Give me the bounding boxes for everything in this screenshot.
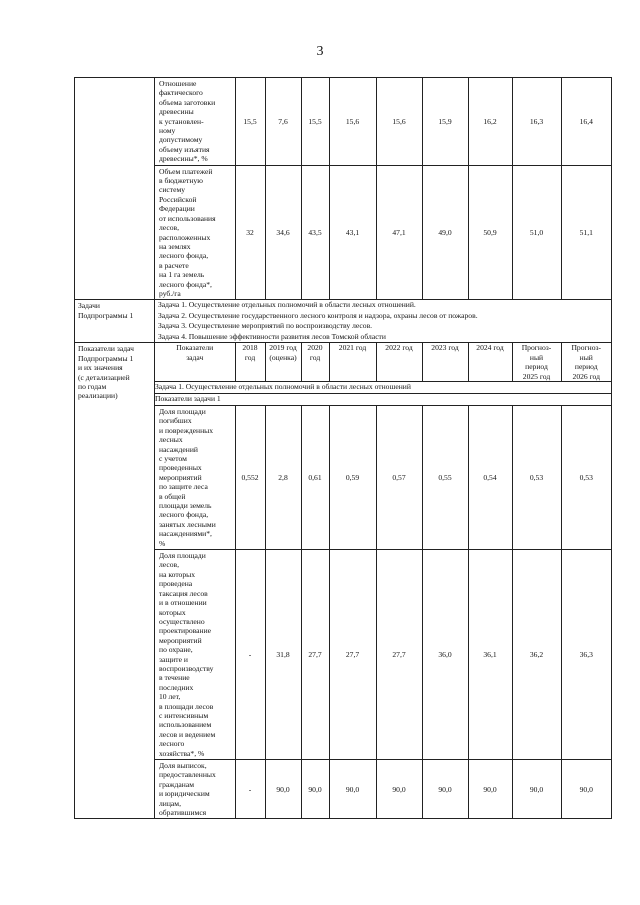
indicator-value: 0,54	[468, 405, 512, 549]
column-header-line: Прогноз-	[521, 343, 552, 353]
page-number: 3	[316, 44, 324, 59]
indicator-name-line: с учетом	[159, 454, 187, 463]
indicator-name-line: Российской	[159, 194, 197, 204]
indicator-value: 90,0	[376, 760, 422, 819]
column-header-line: 2026 год	[572, 371, 600, 381]
indicator-value: 36,0	[422, 550, 468, 760]
indicator-name-line: руб./га	[159, 288, 181, 298]
indicator-name-line: использованием	[159, 720, 212, 730]
indicator-name-line: древесины*, %	[159, 154, 208, 164]
top-indicators-block	[75, 78, 612, 300]
indicator-value: 0,57	[376, 405, 422, 549]
indicator-name-line: лесов,	[159, 223, 180, 233]
indicator-name-line: лесного	[159, 739, 185, 749]
column-header-line: 2022 год	[385, 343, 413, 353]
column-header-line: 2024 год	[476, 343, 504, 353]
indicator-name-line: 10 лет,	[159, 692, 181, 702]
indicator-value: 36,3	[561, 550, 611, 760]
indicator-name-line: Доля выписок,	[159, 761, 207, 770]
indicator-value: 0,59	[329, 405, 376, 549]
indicator-value: 49,0	[422, 165, 468, 299]
indicators-label-line: (с детализацией	[78, 372, 130, 382]
indicator-value: 15,9	[422, 78, 468, 165]
indicator-name-line: по защите леса	[159, 482, 208, 492]
indicator-name	[155, 78, 235, 165]
indicator-row	[155, 405, 611, 549]
indicator-value: 36,1	[468, 550, 512, 760]
indicator-name-line: по охране,	[159, 645, 193, 655]
indicator-name-line: Отношение	[159, 79, 197, 88]
indicator-name-line: защите и	[159, 654, 188, 664]
indicator-value: 15,6	[329, 78, 376, 165]
column-header-line: 2021 год	[338, 343, 367, 353]
indicator-value: 51,0	[512, 165, 561, 299]
indicator-name-line: древесины	[159, 107, 194, 117]
indicator-value: 47,1	[376, 165, 422, 299]
indicator-row	[155, 165, 611, 299]
column-header	[561, 343, 611, 381]
indicator-value: 34,6	[265, 165, 301, 299]
indicator-value: 51,1	[561, 165, 611, 299]
indicator-name-line: объема заготовки	[159, 97, 216, 107]
indicator-value: 16,4	[561, 78, 611, 165]
indicator-name-line: к установлен-	[159, 116, 204, 126]
indicator-name-line: и в отношении	[159, 598, 207, 608]
column-header-line: (оценка)	[269, 352, 297, 362]
indicator-name-line: допустимому	[159, 135, 203, 145]
indicator-name-line: лесного фонда,	[159, 251, 209, 261]
indicator-name-line: %	[159, 538, 166, 548]
indicator-value: 16,3	[512, 78, 561, 165]
indicator-value: 50,9	[468, 165, 512, 299]
indicator-value: 90,0	[422, 760, 468, 819]
indicator-name-line: Федерации	[159, 204, 195, 214]
column-header-line: 2023 год	[431, 343, 459, 353]
indicator-name-line: на 1 га земель	[159, 270, 205, 280]
task1-title: Задача 1. Осуществление отдельных полномочий в области лесных отношений	[155, 381, 611, 393]
column-header	[235, 343, 265, 381]
indicator-value: 43,5	[301, 165, 329, 299]
indicator-name-line: хозяйства*, %	[159, 748, 205, 758]
top-indicator-table	[155, 78, 611, 299]
task-item: Задача 4. Повышение эффективности развития лесов Томской области	[158, 331, 386, 341]
indicator-name-line: проведена	[159, 579, 193, 589]
indicator-name-line: предоставленных	[159, 770, 216, 780]
empty-label-cell	[75, 78, 155, 300]
indicator-name	[155, 405, 235, 549]
indicator-value: 0,53	[512, 405, 561, 549]
indicator-name-line: в площади лесов	[159, 701, 214, 711]
indicator-value: 31,8	[265, 550, 301, 760]
indicator-value: -	[235, 550, 265, 760]
tasks-label-line: Подпрограммы 1	[78, 310, 134, 320]
indicator-name-line: в бюджетную	[159, 176, 203, 186]
tasks-label	[75, 300, 155, 343]
column-header-line: год	[309, 352, 321, 362]
column-header-line: год	[244, 352, 256, 362]
indicator-value: 27,7	[301, 550, 329, 760]
indicator-name	[155, 165, 235, 299]
program-table	[74, 77, 612, 819]
column-header	[468, 343, 512, 381]
indicator-name-line: Доля площади	[159, 406, 206, 416]
indicator-name-line: Доля площади	[159, 551, 206, 561]
indicator-name-line: насаждений	[159, 444, 198, 454]
indicator-value: 90,0	[512, 760, 561, 819]
indicator-name-line: занятых лесными	[159, 519, 216, 529]
column-header-line: 2019 год	[269, 343, 297, 353]
indicator-name-line: таксация лесов	[159, 588, 208, 598]
indicator-value: 90,0	[301, 760, 329, 819]
tasks-block	[75, 300, 612, 343]
indicator-name-line: лесных	[159, 435, 183, 445]
indicator-name-line: последних	[159, 682, 194, 692]
indicator-value: 90,0	[265, 760, 301, 819]
indicator-name-line: и поврежденных	[159, 425, 214, 435]
column-header-line: ный	[579, 352, 593, 362]
column-header	[301, 343, 329, 381]
indicator-value: 32	[235, 165, 265, 299]
indicator-value: 2,8	[265, 405, 301, 549]
indicator-name-line: насаждениями*,	[159, 529, 212, 539]
column-header	[422, 343, 468, 381]
task1-indicators-title: Показатели задачи 1	[155, 393, 611, 405]
indicator-value: 7,6	[265, 78, 301, 165]
indicator-value: 90,0	[561, 760, 611, 819]
column-header	[155, 343, 235, 381]
column-header-line: Показатели	[176, 343, 214, 353]
indicator-name-line: погибших	[159, 416, 192, 426]
indicator-name-line: и юридическим	[159, 789, 210, 799]
indicator-name-line: систему	[159, 185, 186, 195]
tasks-label-line: Задачи	[78, 301, 100, 311]
indicator-name-line: проведенных	[159, 463, 202, 473]
indicator-value: 90,0	[468, 760, 512, 819]
indicator-value: 90,0	[329, 760, 376, 819]
column-header-line: 2018	[242, 343, 258, 353]
column-header	[329, 343, 376, 381]
task1-indicators-title-row	[155, 393, 611, 405]
indicator-name-line: лесного фонда*,	[159, 279, 212, 289]
indicators-label-line: Показатели задач	[78, 344, 134, 354]
indicators-label-line: реализации)	[78, 391, 118, 401]
task1-title-row	[155, 381, 611, 393]
indicator-value: 27,7	[329, 550, 376, 760]
column-header	[265, 343, 301, 381]
indicator-row	[155, 78, 611, 165]
indicator-name-line: в течение	[159, 673, 190, 683]
column-header-line: задач	[186, 352, 204, 362]
indicator-name-line: объему изъятия	[159, 144, 210, 154]
column-header	[376, 343, 422, 381]
indicator-name-line: лесов,	[159, 560, 180, 570]
indicator-name-line: в общей	[159, 491, 186, 501]
indicator-name-line: которых	[159, 607, 186, 617]
indicator-name-line: на землях	[159, 241, 191, 251]
indicator-value: 0,55	[422, 405, 468, 549]
indicator-value: -	[235, 760, 265, 819]
indicator-value: 43,1	[329, 165, 376, 299]
column-header-line: 2020	[307, 343, 323, 353]
indicators-label	[75, 343, 155, 819]
indicator-name-line: обратившимся	[159, 808, 207, 818]
indicator-value: 15,5	[301, 78, 329, 165]
indicator-name-line: от использования	[159, 213, 216, 223]
indicator-name-line: мероприятий	[159, 472, 202, 482]
indicator-value: 0,61	[301, 405, 329, 549]
indicators-table	[155, 343, 611, 818]
indicator-name	[155, 550, 235, 760]
indicator-name-line: в расчете	[159, 260, 189, 270]
indicator-value: 27,7	[376, 550, 422, 760]
indicator-name-line: осуществлено	[159, 616, 205, 626]
indicator-value: 16,2	[468, 78, 512, 165]
indicator-name-line: лесов и ведением	[159, 729, 216, 739]
indicator-name-line: Объем платежей	[159, 166, 213, 176]
indicator-value: 0,53	[561, 405, 611, 549]
task-item: Задача 1. Осуществление отдельных полномочий в области лесных отношений.	[158, 300, 416, 310]
indicators-block	[75, 343, 612, 819]
indicator-name-line: расположенных	[159, 232, 211, 242]
indicator-name-line: лесного фонда,	[159, 510, 209, 520]
indicator-name-line: ному	[159, 126, 176, 136]
indicator-value: 15,6	[376, 78, 422, 165]
indicator-name-line: фактического	[159, 88, 203, 98]
indicator-value: 36,2	[512, 550, 561, 760]
indicator-name-line: площади земель	[159, 501, 212, 511]
indicators-label-line: Подпрограммы 1	[78, 353, 134, 363]
column-header	[512, 343, 561, 381]
indicator-value: 0,552	[235, 405, 265, 549]
indicator-name-line: проектирование	[159, 626, 212, 636]
indicators-label-line: и их значения	[78, 363, 123, 373]
indicator-row	[155, 760, 611, 819]
task-item: Задача 3. Осуществление мероприятий по воспроизводству лесов.	[158, 321, 373, 331]
column-header-line: 2025 год	[522, 371, 551, 381]
column-header-line: период	[574, 362, 598, 372]
indicators-label-line: по годам	[78, 381, 107, 391]
column-header-line: Прогноз-	[571, 343, 602, 353]
indicator-row	[155, 550, 611, 760]
column-header-line: период	[525, 362, 548, 372]
indicator-value: 15,5	[235, 78, 265, 165]
indicator-name-line: с интенсивным	[159, 710, 209, 720]
task-item: Задача 2. Осуществление государственного лесного контроля и надзора, охраны лесов от пожаров.	[158, 310, 478, 320]
indicator-name-line: лицам,	[159, 798, 181, 808]
indicator-name-line: мероприятий	[159, 635, 202, 645]
indicators-header-row	[155, 343, 611, 381]
tasks-list	[155, 300, 612, 343]
indicator-name	[155, 760, 235, 819]
column-header-line: ный	[529, 352, 544, 362]
indicator-name-line: гражданам	[159, 779, 195, 789]
indicator-name-line: воспроизводству	[159, 663, 214, 673]
indicator-name-line: на которых	[159, 569, 196, 579]
